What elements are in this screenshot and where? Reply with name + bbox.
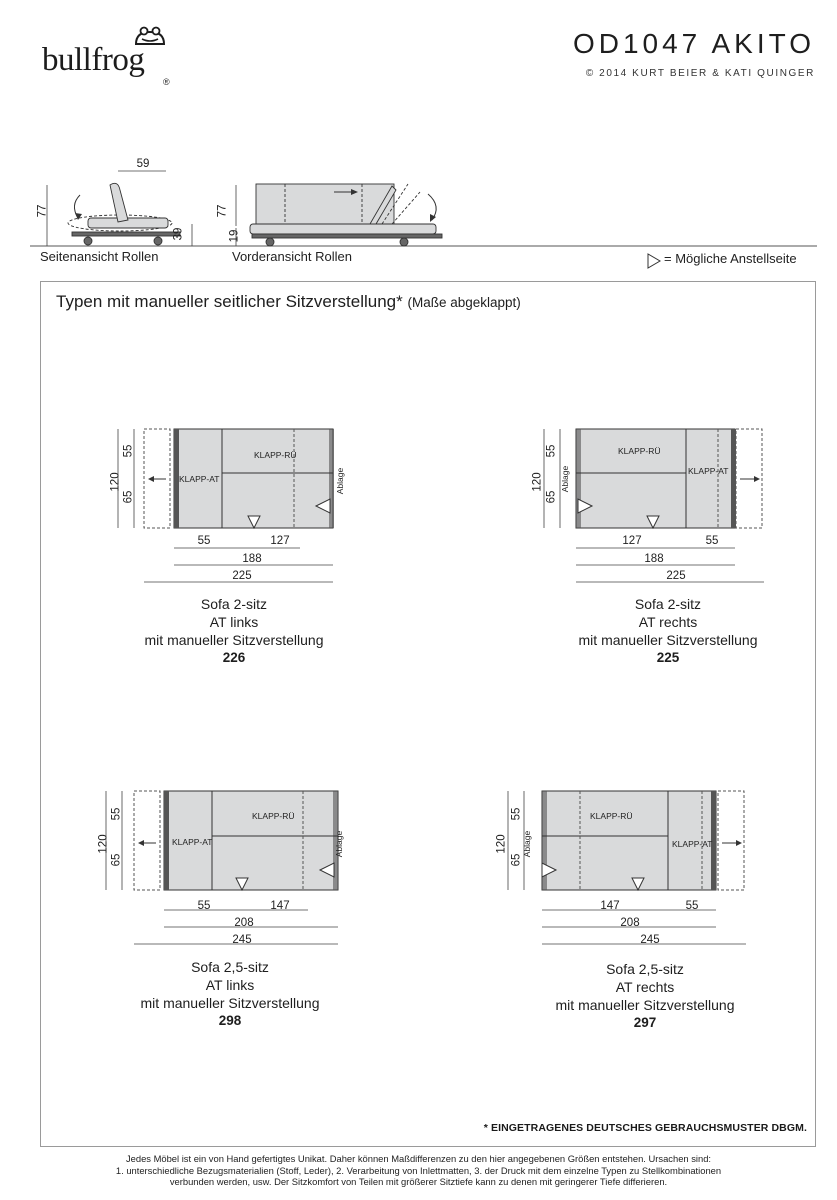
label-ablage: Ablage (335, 467, 346, 495)
label-klapp-at: KLAPP-AT (672, 839, 713, 849)
legend-triangle-icon (648, 254, 660, 268)
dim-depth: 120 (109, 472, 122, 492)
footnote: * EINGETRAGENES DEUTSCHES GEBRAUCHSMUSTER DBGM. (483, 1122, 807, 1134)
dim-seg1: 55 (197, 900, 211, 912)
dim-total: 208 (620, 917, 640, 929)
dim-seg2: 147 (270, 900, 290, 912)
brand-logo: bullfrog (42, 42, 145, 78)
dim-total: 208 (234, 917, 254, 929)
dim-outer: 245 (640, 934, 660, 946)
dim-seg1: 147 (600, 900, 620, 912)
label-klapp-ru: KLAPP-RÜ (618, 446, 661, 456)
label-klapp-ru: KLAPP-RÜ (590, 811, 633, 821)
label-klapp-at: KLAPP-AT (688, 466, 729, 476)
dim-back: 55 (510, 807, 523, 821)
side-seat-dim: 39 (172, 227, 185, 241)
model-title: OD1047 AKITO (572, 28, 815, 59)
caption-225: Sofa 2-sitz AT rechts mit manueller Sitzverstellung 225 (578, 596, 758, 665)
dim-total: 188 (644, 553, 664, 565)
dim-seat: 65 (110, 853, 123, 867)
dim-seg2: 55 (685, 900, 699, 912)
label-ablage: Ablage (560, 465, 571, 493)
label-klapp-ru: KLAPP-RÜ (252, 811, 295, 821)
side-height-dim: 77 (36, 204, 49, 218)
label-ablage: Ablage (522, 830, 533, 858)
dim-outer: 245 (232, 934, 252, 946)
dim-seg1: 55 (197, 535, 211, 547)
dim-total: 188 (242, 553, 262, 565)
dim-outer: 225 (666, 570, 686, 582)
front-low-dim: 19 (228, 229, 241, 243)
registered-mark: ® (163, 77, 170, 87)
dim-outer: 225 (232, 570, 252, 582)
side-view-label: Seitenansicht Rollen (40, 249, 159, 264)
dim-seg2: 55 (705, 535, 719, 547)
dim-back: 55 (110, 807, 123, 821)
dim-seg2: 127 (270, 535, 290, 547)
dim-seat: 65 (122, 490, 135, 504)
label-klapp-ru: KLAPP-RÜ (254, 450, 297, 460)
legend-label: = Mögliche Anstellseite (664, 251, 797, 266)
dim-depth: 120 (495, 834, 508, 854)
caption-297: Sofa 2,5-sitz AT rechts mit manueller Sitzverstellung 297 (555, 961, 735, 1030)
frog-logo-icon (132, 24, 168, 48)
dim-depth: 120 (531, 472, 544, 492)
side-view-sofa (68, 183, 180, 245)
label-ablage: Ablage (334, 830, 345, 858)
dim-seat: 65 (545, 490, 558, 504)
front-view-label: Vorderansicht Rollen (232, 249, 352, 264)
copyright: © 2014 KURT BEIER & KATI QUINGER (585, 68, 815, 79)
label-klapp-at: KLAPP-AT (172, 837, 213, 847)
dim-seat: 65 (510, 853, 523, 867)
dim-back: 55 (545, 444, 558, 458)
caption-298: Sofa 2,5-sitz AT links mit manueller Sitzverstellung 298 (140, 959, 320, 1028)
dim-depth: 120 (97, 834, 110, 854)
dim-back: 55 (122, 444, 135, 458)
plan-298 (92, 786, 348, 956)
caption-226: Sofa 2-sitz AT links mit manueller Sitzverstellung 226 (144, 596, 324, 665)
side-width-dim: 59 (136, 158, 150, 170)
label-klapp-at: KLAPP-AT (179, 474, 220, 484)
section-title: Typen mit manueller seitlicher Sitzverstellung* (Maße abgeklappt) (56, 292, 521, 311)
front-height-dim: 77 (216, 204, 229, 218)
front-view-sofa (250, 184, 442, 246)
plan-226 (104, 424, 344, 594)
disclaimer: Jedes Möbel ist ein von Hand gefertigtes Unikat. Daher können Maßdifferenzen zu den hier angegebenen Größen entstehen. Ursachen sind: 1. unterschiedliche Bezugsmaterialien (Stoff, Leder), 2. Verarbeitung von Inlettmatten, 3. der Druck mit dem einzelne Typen zu Stellkombinationen verbunden werden, usw. Der Sitzkomfort von Teilen mit größerer Sitztiefe kann zu denen mit geringerer Tiefe differieren. (115, 1153, 722, 1187)
dim-seg1: 127 (622, 535, 642, 547)
